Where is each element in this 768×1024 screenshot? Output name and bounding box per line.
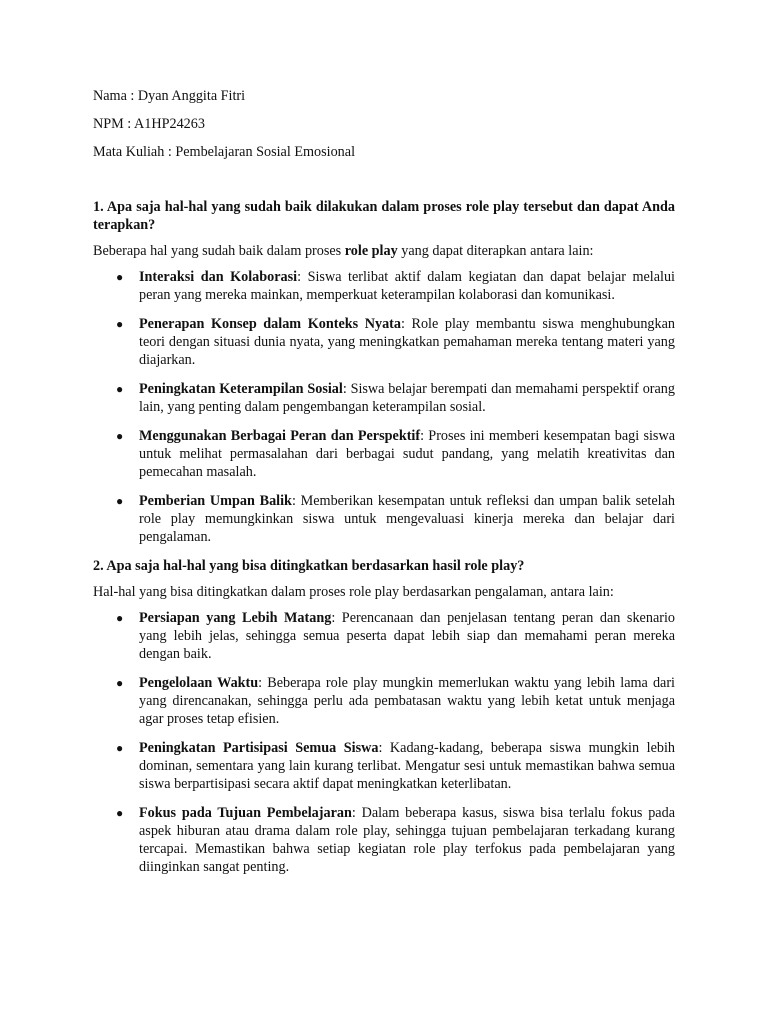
list-item: ● Persiapan yang Lebih Matang: Perencanaan dan penjelasan tentang peran dan skenario yang lebih jelas, sehingga semua peserta dapat lebih siap dan memahami peran mereka dengan baik. [116,610,675,662]
list-item: ● Peningkatan Partisipasi Semua Siswa: Kadang-kadang, beberapa siswa mungkin lebih dominan, sementara yang lain kurang terlibat. Mengatur sesi untuk memastikan bahwa semua siswa berpartisipasi secara aktif dapat meningkatkan keterlibatan. [116,740,676,792]
answer-1-intro [93,242,675,260]
bullet-icon: ● [116,676,124,690]
question-2: 2. Apa saja hal-hal yang bisa ditingkatkan berdasarkan hasil role play? [93,558,525,574]
document-body [93,198,675,887]
answer-2-intro: Hal-hal yang bisa ditingkatkan dalam proses role play berdasarkan pengalaman, antara lain: [93,584,614,600]
bullet-icon: ● [116,270,124,284]
bullet-icon: ● [116,611,124,625]
answer-1-list [93,268,675,546]
bullet-icon: ● [116,317,124,331]
student-name: Nama : Dyan Anggita Fitri [93,88,246,104]
student-info [93,87,355,171]
bullet-icon: ● [116,429,124,443]
intro-bold-text: role play [344,243,398,259]
list-item: ● Fokus pada Tujuan Pembelajaran: Dalam beberapa kasus, siswa bisa terlalu fokus pada aspek hiburan atau drama dalam role play, sehingga tujuan pembelajaran terkadang kurang tercapai. Memastikan bahwa setiap kegiatan role play terfokus pada pembelajaran yang diinginkan sangat penting. [116,805,675,875]
bullet-icon: ● [116,741,124,755]
bullet-icon: ● [116,494,124,508]
list-item: ● Pengelolaan Waktu: Beberapa role play mungkin memerlukan waktu yang lebih lama dari yang direncanakan, sehingga perlu ada pembatasan waktu yang lebih ketat untuk menjaga agar proses tetap efisien. [116,675,675,727]
list-item: ● Pemberian Umpan Balik: Memberikan kesempatan untuk refleksi dan umpan balik setelah role play memungkinkan siswa untuk mengevaluasi kinerja mereka dan belajar dari pengalaman. [116,493,675,545]
list-item: ● Menggunakan Berbagai Peran dan Perspektif: Proses ini memberi kesempatan bagi siswa untuk melihat permasalahan dari berbagai sudut pandang, yang melatih kreativitas dan pemecahan masalah. [116,428,675,480]
course-name: Mata Kuliah : Pembelajaran Sosial Emosional [93,144,356,160]
intro-text: Beberapa hal yang sudah baik dalam proses [93,243,345,259]
bullet-icon: ● [116,806,124,820]
intro-text-end: yang dapat diterapkan antara lain: [397,243,594,259]
list-item: ● Peningkatan Keterampilan Sosial: Siswa belajar berempati dan memahami perspektif orang lain, yang penting dalam pengembangan keterampilan sosial. [116,381,675,415]
student-npm: NPM : A1HP24263 [93,116,205,132]
bullet-icon: ● [116,382,124,396]
question-1: 1. Apa saja hal-hal yang sudah baik dilakukan dalam proses role play tersebut dan dapat Anda terapkan? [93,199,675,233]
list-item: ● Penerapan Konsep dalam Konteks Nyata: Role play membantu siswa menghubungkan teori dengan situasi dunia nyata, yang meningkatkan pemahaman mereka tentang materi yang diajarkan. [116,316,675,368]
list-item: ● Interaksi dan Kolaborasi: Siswa terlibat aktif dalam kegiatan dan dapat belajar melalui peran yang mereka mainkan, memperkuat keterampilan kolaborasi dan komunikasi. [116,269,675,303]
answer-2-list [93,609,675,876]
